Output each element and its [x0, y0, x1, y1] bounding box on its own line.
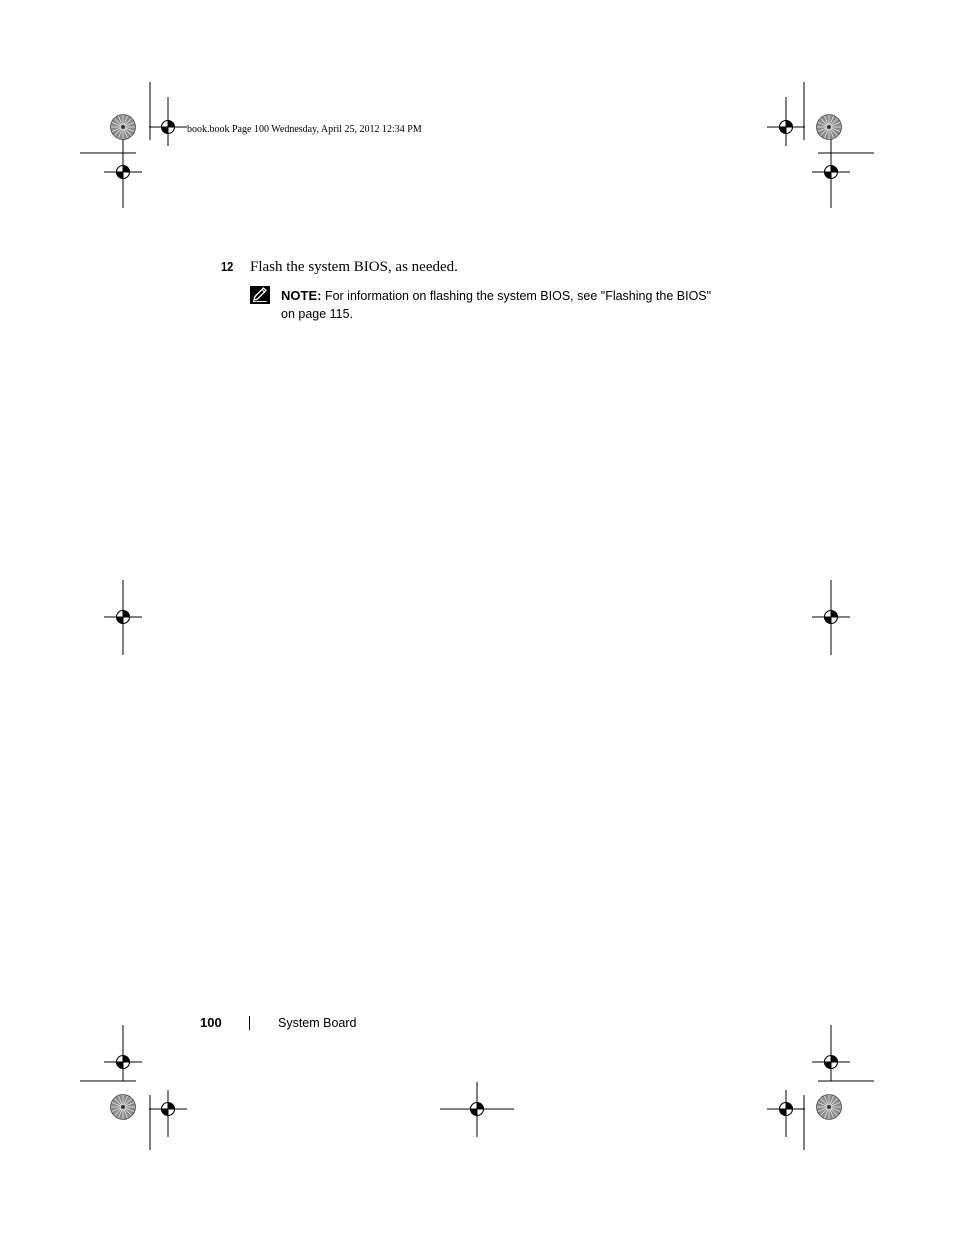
registration-marks [104, 97, 850, 1137]
pencil-note-icon [250, 286, 270, 304]
print-slug: book.book Page 100 Wednesday, April 25, 2012 12:34 PM [187, 124, 422, 135]
procedure-step [221, 259, 458, 276]
page-number: 100 [200, 1015, 222, 1030]
step-text: Flash the system BIOS, as needed. [250, 259, 458, 275]
footer-divider [249, 1016, 250, 1030]
section-title: System Board [278, 1016, 357, 1030]
note-callout [281, 287, 721, 323]
step-number: 12 [221, 259, 234, 274]
crop-marks [80, 82, 874, 1150]
note-label: NOTE: [281, 288, 322, 303]
note-text: For information on flashing the system BIOS, see "Flashing the BIOS" on page 115. [281, 289, 712, 321]
